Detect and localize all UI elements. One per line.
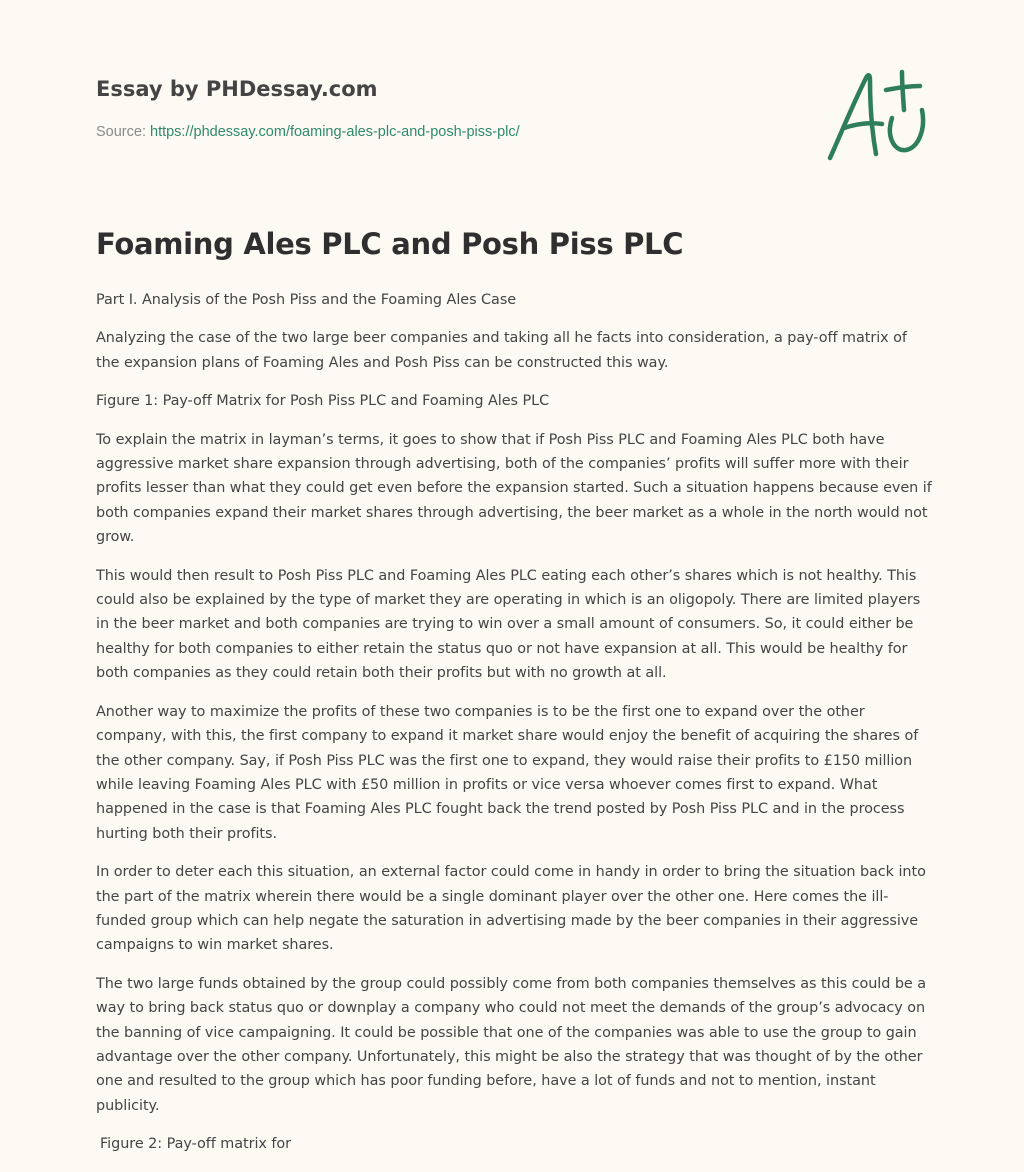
article-paragraph: In order to deter each this situation, an external factor could come in handy in order to bring the situation back into the part of the matrix wherein there would be a single dominant player over the other one. Here comes the ill-funded group which can help negate the saturation in advertising made by the beer companies in their aggressive campaigns to win market shares. (96, 864, 926, 954)
essay-header (96, 74, 796, 142)
article-title: Foaming Ales PLC and Posh Piss PLC (96, 227, 684, 261)
source-label: Source: (96, 124, 150, 140)
source-line (96, 122, 796, 142)
article-paragraph: Part I. Analysis of the Posh Piss and the Foaming Ales Case (96, 292, 517, 308)
article-paragraph: Analyzing the case of the two large beer companies and taking all he facts into consideration, a pay-off matrix of the expansion plans of Foaming Ales and Posh Piss can be constructed this way. (96, 330, 907, 371)
article-paragraph: This would then result to Posh Piss PLC and Foaming Ales PLC eating each other’s shares which is not healthy. This could also be explained by the type of market they are operating in which is an oligopoly. There are limited players in the beer market and both companies are trying to win over a small amount of consumers. So, it could either be healthy for both companies to either retain the status quo or not have expansion at all. This would be healthy for both companies as they could retain both their profits but with no growth at all. (96, 567, 921, 682)
source-link[interactable]: https://phdessay.com/foaming-ales-plc-and-posh-piss-plc/ (150, 124, 520, 140)
site-brand: Essay by PHDessay.com (96, 77, 378, 101)
figure-caption: Figure 1: Pay-off Matrix for Posh Piss PLC and Foaming Ales PLC (96, 393, 550, 410)
article-paragraph: To explain the matrix in layman’s terms, it goes to show that if Posh Piss PLC and Foaming Ales PLC both have aggressive market share expansion through advertising, both of the companies’ profits will suffer more with their profits lesser than what they could get even before the expansion started. Such a situation happens because even if both companies expand their market shares through advertising, the beer market as a whole in the north would not grow. (96, 431, 932, 546)
article-paragraph: The two large funds obtained by the group could possibly come from both companies themselves as this could be a way to bring back status quo or downplay a company who could not meet the demands of the group’s advocacy on the banning of vice campaigning. It could be possible that one of the companies was able to use the group to gain advantage over the other company. Unfortunately, this might be also the strategy that was thought of by the other one and resulted to the group which has poor funding before, have a lot of funds and not to mention, instant publicity. (96, 975, 927, 1114)
figure-caption: Figure 2: Pay-off matrix for (100, 1136, 292, 1153)
a-plus-logo-icon (822, 66, 932, 166)
article (96, 222, 932, 1171)
article-paragraph: Another way to maximize the profits of these two companies is to be the first one to expand over the other company, with this, the first company to expand it market share would enjoy the benefit of acquiring the shares of the other company. Say, if Posh Piss PLC was the first one to expand, they would raise their profits to £150 million while leaving Foaming Ales PLC with £50 million in profits or vice versa whoever comes first to expand. What happened in the case is that Foaming Ales PLC fought back the trend posted by Posh Piss PLC and in the process hurting both their profits. (96, 703, 919, 842)
